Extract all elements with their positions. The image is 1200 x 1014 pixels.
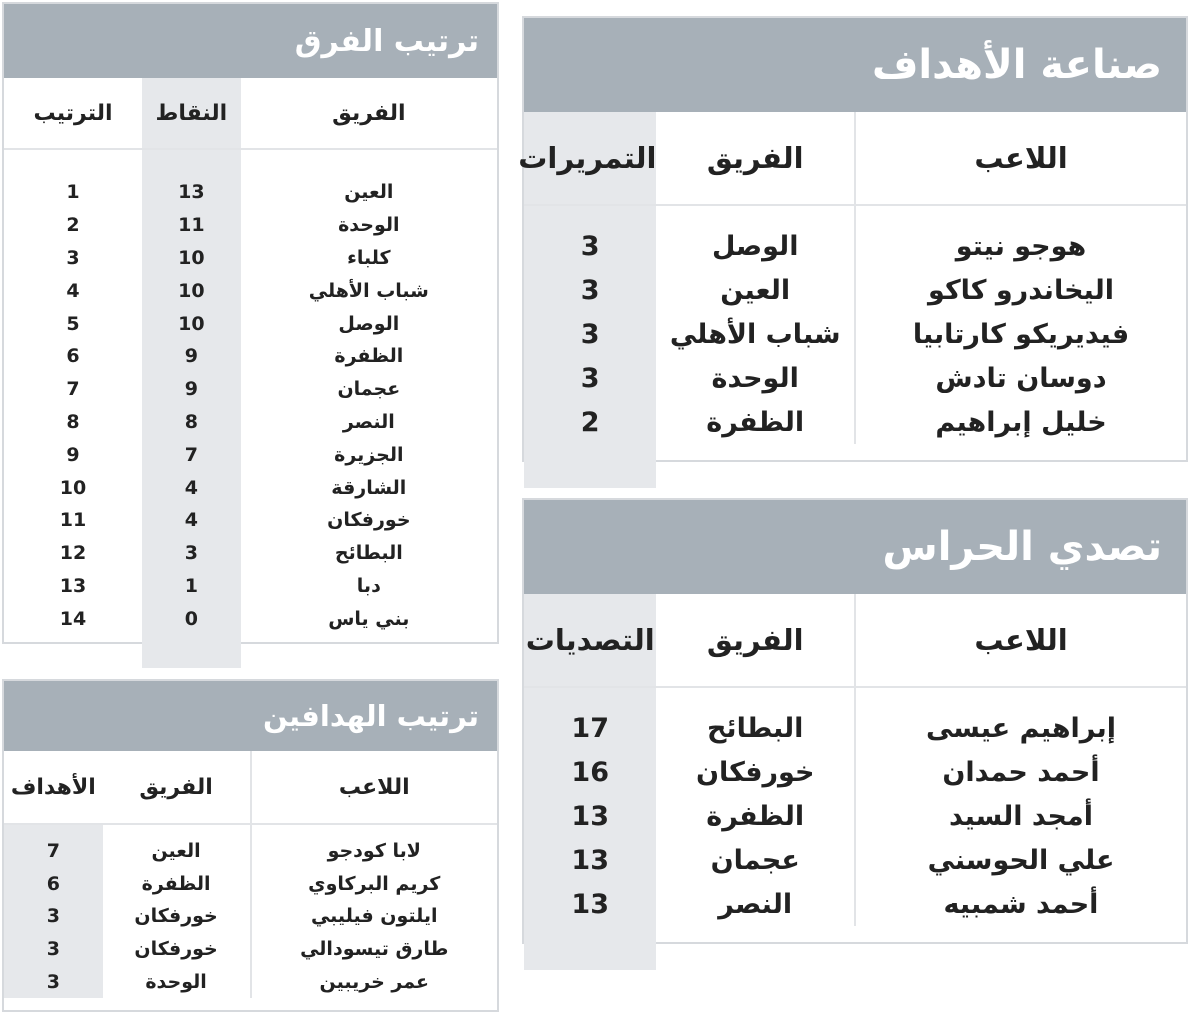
player-cell: عمر خريبين [251, 965, 498, 998]
table-row [4, 933, 497, 966]
table-row [4, 438, 497, 471]
team-cell: خورفكان [134, 938, 218, 961]
rank-cell: 10 [59, 476, 87, 499]
team-cell: عجمان [710, 844, 800, 876]
scorers-table-panel [2, 679, 499, 1012]
value-cell: 3 [4, 933, 103, 966]
table-row [4, 868, 497, 901]
player-cell: فيديريكو كارتابيا [855, 312, 1186, 356]
team-cell: شباب الأهلي [669, 318, 841, 350]
table-row [4, 835, 497, 868]
saves-header-team: الفريق [706, 623, 804, 657]
table-row [4, 504, 497, 537]
table-row [4, 274, 497, 307]
value-cell: 3 [524, 312, 656, 356]
table-row [4, 176, 497, 209]
team-cell: البطائح [706, 712, 804, 744]
points-cell: 9 [142, 373, 241, 406]
team-cell: بني ياس [328, 607, 410, 630]
team-cell: العين [151, 840, 201, 863]
scorers-title: ترتيب الهدافين [4, 681, 497, 751]
rank-cell: 5 [66, 312, 80, 335]
player-cell: خليل إبراهيم [855, 400, 1186, 444]
points-cell: 7 [142, 438, 241, 471]
scorers-header-value: الأهداف [10, 774, 96, 800]
assists-table-panel [518, 16, 1188, 462]
team-cell: خورفكان [134, 905, 218, 928]
player-cell: أحمد حمدان [855, 750, 1186, 794]
player-cell: إبراهيم عيسى [855, 706, 1186, 750]
points-cell: 8 [142, 406, 241, 439]
rank-cell: 14 [59, 607, 87, 630]
team-cell: خورفكان [695, 756, 815, 788]
value-cell: 13 [524, 882, 656, 926]
table-row [524, 224, 1186, 268]
table-row [524, 268, 1186, 312]
team-cell: كلباء [347, 246, 391, 269]
assists-header-player: اللاعب [855, 112, 1186, 205]
table-row [4, 209, 497, 242]
team-cell: العين [720, 274, 791, 306]
player-cell: أمجد السيد [855, 794, 1186, 838]
player-cell: علي الحوسني [855, 838, 1186, 882]
assists-header-team: الفريق [706, 141, 804, 175]
team-cell: الوحدة [711, 362, 799, 394]
table-row [524, 838, 1186, 882]
team-cell: الجزيرة [334, 443, 404, 466]
points-cell: 3 [142, 537, 241, 570]
value-cell: 17 [524, 706, 656, 750]
value-cell: 3 [4, 965, 103, 998]
value-cell: 3 [524, 268, 656, 312]
value-cell: 2 [524, 400, 656, 444]
team-cell: النصر [342, 410, 395, 433]
table-row [4, 570, 497, 603]
team-cell: الوحدة [145, 970, 207, 993]
table-row [4, 307, 497, 340]
value-cell: 3 [524, 224, 656, 268]
table-row [4, 373, 497, 406]
value-cell: 13 [524, 838, 656, 882]
team-cell: الظفرة [706, 800, 805, 832]
team-cell: الوحدة [338, 214, 400, 237]
saves-table [524, 594, 1186, 970]
assists-title: صناعة الأهداف [524, 18, 1186, 112]
rank-cell: 1 [66, 181, 80, 204]
scorers-header-team: الفريق [139, 774, 213, 800]
player-cell: طارق تيسودالي [251, 933, 498, 966]
points-cell: 10 [142, 274, 241, 307]
points-cell: 4 [142, 504, 241, 537]
table-row [4, 602, 497, 635]
player-cell: كريم البركاوي [251, 868, 498, 901]
saves-header-player: اللاعب [855, 594, 1186, 687]
value-cell: 7 [4, 835, 103, 868]
table-row [524, 356, 1186, 400]
rank-cell: 11 [59, 509, 87, 532]
player-cell: هوجو نيتو [855, 224, 1186, 268]
value-cell: 3 [524, 356, 656, 400]
table-row [524, 750, 1186, 794]
points-cell: 1 [142, 570, 241, 603]
team-cell: النصر [718, 888, 793, 920]
table-row [4, 406, 497, 439]
value-cell: 13 [524, 794, 656, 838]
table-row [4, 900, 497, 933]
team-cell: عجمان [337, 378, 401, 401]
value-cell: 16 [524, 750, 656, 794]
points-cell: 9 [142, 340, 241, 373]
assists-header-value: التمريرات [524, 112, 656, 205]
rank-cell: 9 [66, 443, 80, 466]
points-cell: 0 [142, 602, 241, 635]
table-row [524, 706, 1186, 750]
standings-header-rank: الترتيب [33, 100, 113, 126]
table-row [524, 882, 1186, 926]
saves-title: تصدي الحراس [524, 500, 1186, 594]
table-row [524, 312, 1186, 356]
points-cell: 11 [142, 209, 241, 242]
team-cell: الوصل [338, 312, 400, 335]
scorers-header-player: اللاعب [251, 751, 498, 824]
value-cell: 6 [4, 868, 103, 901]
rank-cell: 3 [66, 246, 80, 269]
points-cell: 4 [142, 471, 241, 504]
standings-table-panel [2, 2, 499, 644]
rank-cell: 12 [59, 542, 87, 565]
table-row [4, 471, 497, 504]
table-row [4, 340, 497, 373]
assists-table [518, 112, 1186, 488]
player-cell: أحمد شمبيه [855, 882, 1186, 926]
team-cell: الظفرة [141, 872, 211, 895]
points-cell: 13 [142, 176, 241, 209]
rank-cell: 4 [66, 279, 80, 302]
standings-header-points: النقاط [142, 78, 241, 149]
points-cell: 10 [142, 307, 241, 340]
team-cell: الوصل [711, 230, 799, 262]
player-cell: ايلتون فيليبي [251, 900, 498, 933]
rank-cell: 2 [66, 214, 80, 237]
team-cell: البطائح [334, 542, 403, 565]
standings-header-team: الفريق [332, 100, 406, 126]
rank-cell: 13 [59, 574, 87, 597]
player-cell: لابا كودجو [251, 835, 498, 868]
rank-cell: 8 [66, 410, 80, 433]
table-row [4, 242, 497, 275]
saves-table-panel [522, 498, 1188, 944]
table-row [4, 965, 497, 998]
table-row [524, 400, 1186, 444]
scorers-table [4, 751, 497, 998]
team-cell: الظفرة [334, 345, 404, 368]
rank-cell: 6 [66, 345, 80, 368]
rank-cell: 7 [66, 378, 80, 401]
table-row [4, 537, 497, 570]
standings-table [4, 78, 497, 668]
points-cell: 10 [142, 242, 241, 275]
team-cell: العين [344, 181, 394, 204]
standings-title: ترتيب الفرق [4, 4, 497, 78]
team-cell: الظفرة [706, 406, 805, 438]
table-row [524, 794, 1186, 838]
team-cell: الشارقة [331, 476, 407, 499]
value-cell: 3 [4, 900, 103, 933]
team-cell: شباب الأهلي [308, 279, 429, 302]
saves-header-value: التصديات [524, 594, 656, 687]
team-cell: دبا [356, 574, 381, 597]
player-cell: اليخاندرو كاكو [855, 268, 1186, 312]
team-cell: خورفكان [327, 509, 411, 532]
player-cell: دوسان تادش [855, 356, 1186, 400]
